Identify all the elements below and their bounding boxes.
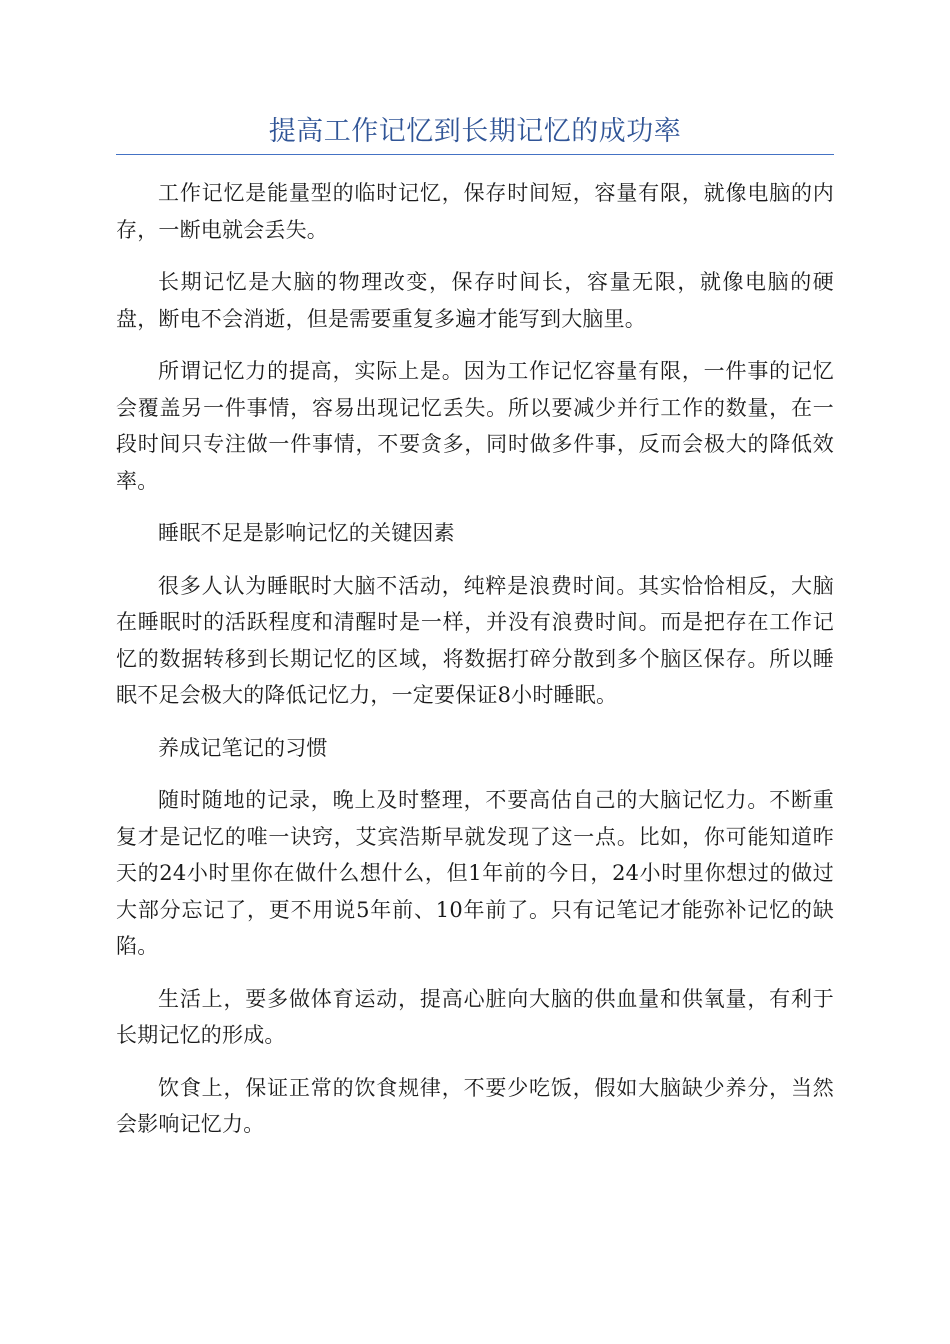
paragraph-memory-improvement: 所谓记忆力的提高，实际上是。因为工作记忆容量有限，一件事的记忆会覆盖另一件事情，容易出现记忆丢失。所以要减少并行工作的数量，在一段时间只专注做一件事情，不要贪多，同时做多件事，反而会极大的降低效率。 (116, 359, 834, 493)
document-page (116, 112, 834, 1159)
paragraph-working-memory: 工作记忆是能量型的临时记忆，保存时间短，容量有限，就像电脑的内存，一断电就会丢失。 (116, 181, 834, 242)
paragraph-sleep: 很多人认为睡眠时大脑不活动，纯粹是浪费时间。其实恰恰相反，大脑在睡眠时的活跃程度和清醒时是一样，并没有浪费时间。而是把存在工作记忆的数据转移到长期记忆的区域，将数据打碎分散到多个脑区保存。所以睡眠不足会极大的降低记忆力，一定要保证8小时睡眠。 (116, 573, 834, 707)
paragraph-long-term-memory: 长期记忆是大脑的物理改变，保存时间长，容量无限，就像电脑的硬盘，断电不会消逝，但是需要重复多遍才能写到大脑里。 (116, 270, 834, 331)
document-title: 提高工作记忆到长期记忆的成功率 (268, 116, 682, 147)
title-underline (116, 154, 834, 155)
subheading-notes: 养成记笔记的习惯 (158, 735, 328, 760)
paragraph-notes: 随时随地的记录，晚上及时整理，不要高估自己的大脑记忆力。不断重复才是记忆的唯一诀窍，艾宾浩斯早就发现了这一点。比如，你可能知道昨天的24小时里你在做什么想什么，但1年前的今日，24小时里你想过的做过大部分忘记了，更不用说5年前、10年前了。只有记笔记才能弥补记忆的缺陷。 (116, 788, 834, 958)
paragraph-exercise: 生活上，要多做体育运动，提高心脏向大脑的供血量和供氧量，有利于长期记忆的形成。 (116, 986, 834, 1047)
subheading-sleep: 睡眠不足是影响记忆的关键因素 (158, 521, 455, 545)
paragraph-diet: 饮食上，保证正常的饮食规律，不要少吃饭，假如大脑缺少养分，当然会影响记忆力。 (116, 1075, 834, 1136)
